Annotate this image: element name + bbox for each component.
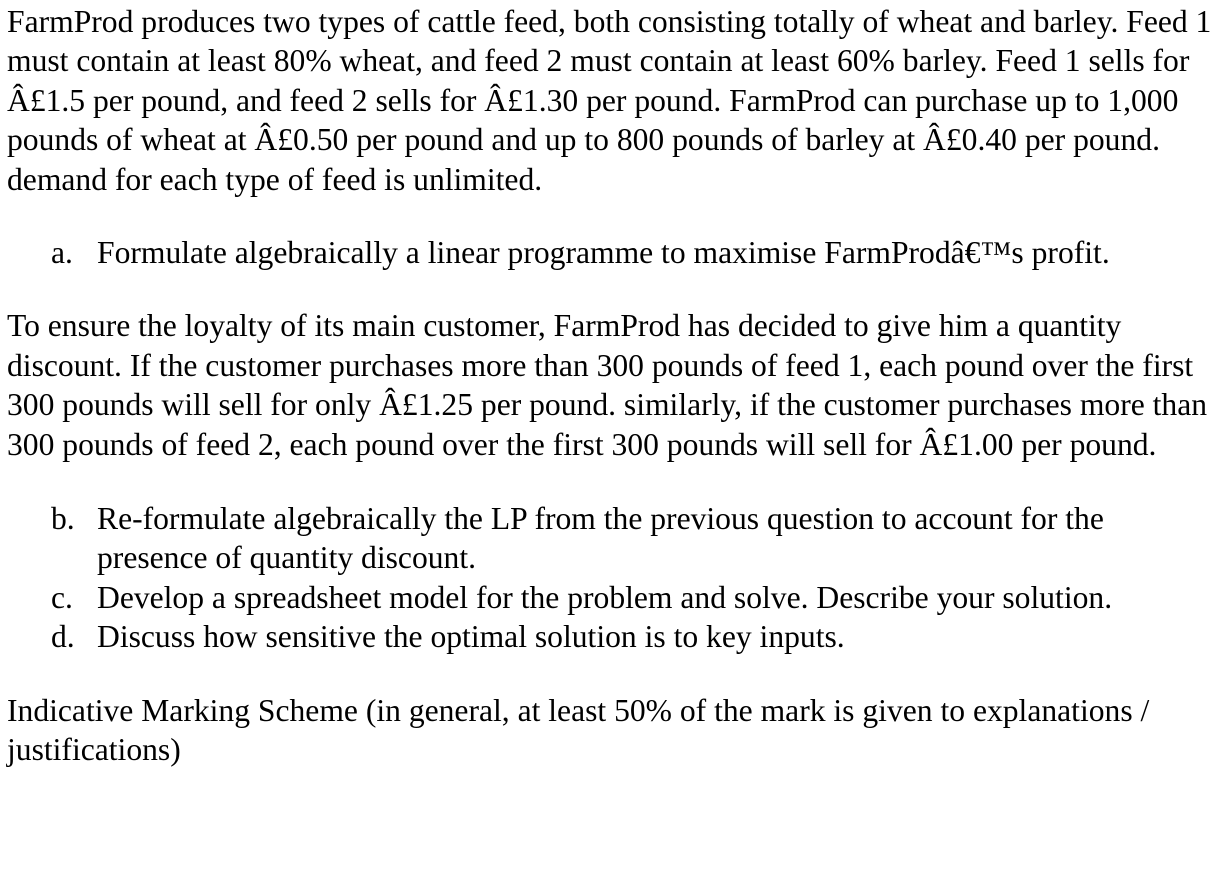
question-b-text: Re-formulate algebraically the LP from the previous question to account for the presence of quantity discount.	[97, 501, 1104, 576]
question-a-marker: a.	[51, 235, 73, 271]
document-body	[7, 2, 1212, 770]
question-b-marker: b.	[51, 501, 75, 537]
question-d-marker: d.	[51, 619, 75, 655]
intro-paragraph: FarmProd produces two types of cattle feed, both consisting totally of wheat and barley. Feed 1 must contain at least 80% wheat, and feed 2 must contain at least 60% barley. Feed 1 sells for Â£1.5 per pound, and feed 2 sells for Â£1.30 per pound. FarmProd can purchase up to 1,000 pounds of wheat at Â£0.50 per pound and up to 800 pounds of barley at Â£0.40 per pound. demand for each type of feed is unlimited.	[7, 4, 1212, 197]
question-b	[7, 499, 1212, 578]
question-list-a	[7, 233, 1212, 272]
question-c-text: Develop a spreadsheet model for the problem and solve. Describe your solution.	[97, 579, 1113, 615]
marking-scheme-paragraph: Indicative Marking Scheme (in general, at least 50% of the mark is given to explanations / justifications)	[7, 692, 1150, 768]
question-c-marker: c.	[51, 579, 73, 615]
discount-paragraph: To ensure the loyalty of its main customer, FarmProd has decided to give him a quantity discount. If the customer purchases more than 300 pounds of feed 1, each pound over the first 300 pounds will sell for only Â£1.25 per pound. similarly, if the customer purchases more than 300 pounds of feed 2, each pound over the first 300 pounds will sell for Â£1.00 per pound.	[7, 308, 1208, 462]
question-c	[7, 578, 1212, 617]
question-d-text: Discuss how sensitive the optimal solution is to key inputs.	[97, 619, 845, 655]
question-list-b-to-d	[7, 499, 1212, 657]
question-d	[7, 617, 1212, 656]
question-a	[7, 233, 1212, 272]
question-a-text: Formulate algebraically a linear programme to maximise FarmProdâ€™s profit.	[97, 235, 1110, 271]
